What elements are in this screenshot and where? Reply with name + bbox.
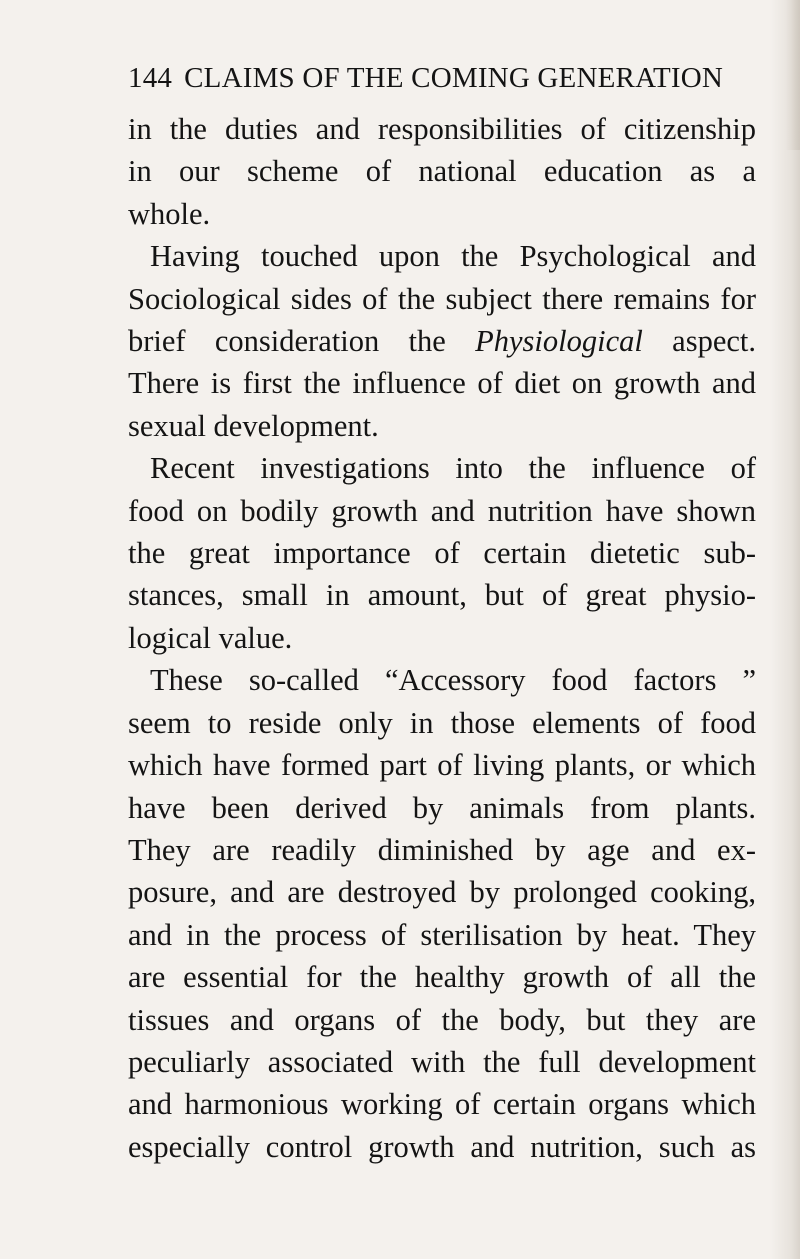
text-line: Sociological sides of the subject there remains for [128,281,756,316]
text-fragment: brief consideration the [128,324,446,359]
text-line: whole. [128,196,211,231]
text-line: There is first the influence of diet on growth and [128,366,756,401]
body-text [128,108,756,1168]
text-line [128,320,756,362]
text-line: tissues and organs of the body, but they are [128,1002,756,1037]
text-line: logical value. [128,620,293,655]
text-line: food on bodily growth and nutrition have shown [128,493,756,528]
running-title: CLAIMS OF THE COMING GENERATION [184,62,724,94]
text-line: sexual development. [128,408,379,443]
text-line: in our scheme of national education as a [128,154,756,189]
text-fragment: aspect. [672,324,757,359]
text-line: Recent investigations into the influence of [150,451,756,486]
text-line: are essential for the healthy growth of all the [128,960,756,995]
text-line: stances, small in amount, but of great physio- [128,578,756,613]
text-line: They are readily diminished by age and ex- [128,832,756,867]
paragraph [128,235,756,447]
text-line: seem to reside only in those elements of food [128,705,756,740]
text-line: especially control growth and nutrition, such as [128,1129,756,1164]
text-line: have been derived by animals from plants. [128,790,756,825]
page-number: 144 [128,62,173,94]
text-line: and in the process of sterilisation by heat. They [128,917,756,952]
text-line: the great importance of certain dietetic sub- [128,536,756,571]
paragraph [128,447,756,659]
text-line: and harmonious working of certain organs which [128,1087,756,1122]
text-line: Having touched upon the Psychological and [150,239,756,274]
text-line: These so-called “Accessory food factors ” [150,663,756,698]
paragraph [128,659,756,1168]
text-line: peculiarly associated with the full development [128,1044,756,1079]
paragraph [128,108,756,235]
text-line: posure, and are destroyed by prolonged cooking, [128,875,756,910]
running-head [128,62,724,95]
text-line: which have formed part of living plants, or which [128,748,756,783]
text-line: in the duties and responsibilities of citizenship [128,112,756,146]
italic-term: Physiological [475,324,643,359]
page-edge-shadow [770,0,800,1259]
